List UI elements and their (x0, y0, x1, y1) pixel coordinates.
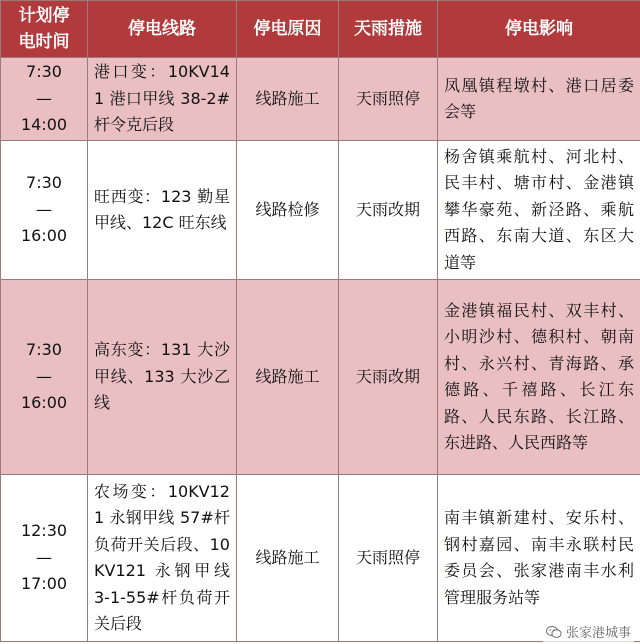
time-dash: — (36, 366, 52, 386)
time-cell (1, 141, 88, 280)
impact-cell: 杨舍镇乘航村、河北村、民丰村、塘市村、金港镇攀华豪苑、新泾路、乘航西路、东南大道、东区大道等 (438, 141, 640, 280)
table-row (1, 280, 640, 475)
time-end: 17:00 (20, 574, 68, 594)
reason-cell: 线路施工 (237, 475, 339, 642)
watermark (543, 621, 634, 642)
header-time-line1: 计划停 (18, 6, 70, 26)
time-start: 7:30 (26, 173, 62, 193)
header-route: 停电线路 (88, 1, 237, 58)
time-end: 16:00 (20, 226, 68, 246)
time-cell (1, 280, 88, 475)
route-cell: 高东变：131 大沙甲线、133 大沙乙线 (88, 280, 237, 475)
table-row (1, 141, 640, 280)
header-planned-time (1, 1, 88, 58)
time-dash: — (36, 547, 52, 567)
table-row (1, 475, 640, 642)
time-cell (1, 58, 88, 141)
time-end: 16:00 (20, 393, 68, 413)
impact-cell: 凤凰镇程墩村、港口居委会等 (438, 58, 640, 141)
header-row (1, 1, 640, 58)
header-reason: 停电原因 (237, 1, 339, 58)
time-cell (1, 475, 88, 642)
wechat-icon (546, 625, 562, 639)
time-start: 7:30 (26, 62, 62, 82)
watermark-text: 张家港城事 (565, 626, 631, 641)
reason-cell: 线路施工 (237, 58, 339, 141)
time-start: 7:30 (26, 340, 62, 360)
table-row (1, 58, 640, 141)
impact-cell: 南丰镇新建村、安乐村、钢村嘉园、南丰永联村民委员会、张家港南丰水利管理服务站等 (438, 475, 640, 642)
rain-measure-cell: 天雨改期 (339, 141, 438, 280)
time-end: 14:00 (20, 115, 68, 135)
impact-cell: 金港镇福民村、双丰村、小明沙村、德积村、朝南村、永兴村、青海路、承德路、千禧路、长江东路、人民东路、长江路、东进路、人民西路等 (438, 280, 640, 475)
route-cell: 旺西变：123 勤星甲线、12C 旺东线 (88, 141, 237, 280)
header-time-line2: 电时间 (18, 32, 70, 52)
time-start: 12:30 (20, 521, 68, 541)
rain-measure-cell: 天雨改期 (339, 280, 438, 475)
route-cell: 港口变：10KV141 港口甲线 38-2#杆令克后段 (88, 58, 237, 141)
time-dash: — (36, 199, 52, 219)
reason-cell: 线路检修 (237, 141, 339, 280)
reason-cell: 线路施工 (237, 280, 339, 475)
table-header (1, 1, 640, 58)
rain-measure-cell: 天雨照停 (339, 58, 438, 141)
route-cell: 农场变：10KV121 永钢甲线 57#杆负荷开关后段、10KV121 永钢甲线 3-1-55#杆负荷开关后段 (88, 475, 237, 642)
rain-measure-cell: 天雨照停 (339, 475, 438, 642)
time-dash: — (36, 88, 52, 108)
table-body (1, 58, 640, 642)
header-rain-measure: 天雨措施 (339, 1, 438, 58)
header-impact: 停电影响 (438, 1, 640, 58)
